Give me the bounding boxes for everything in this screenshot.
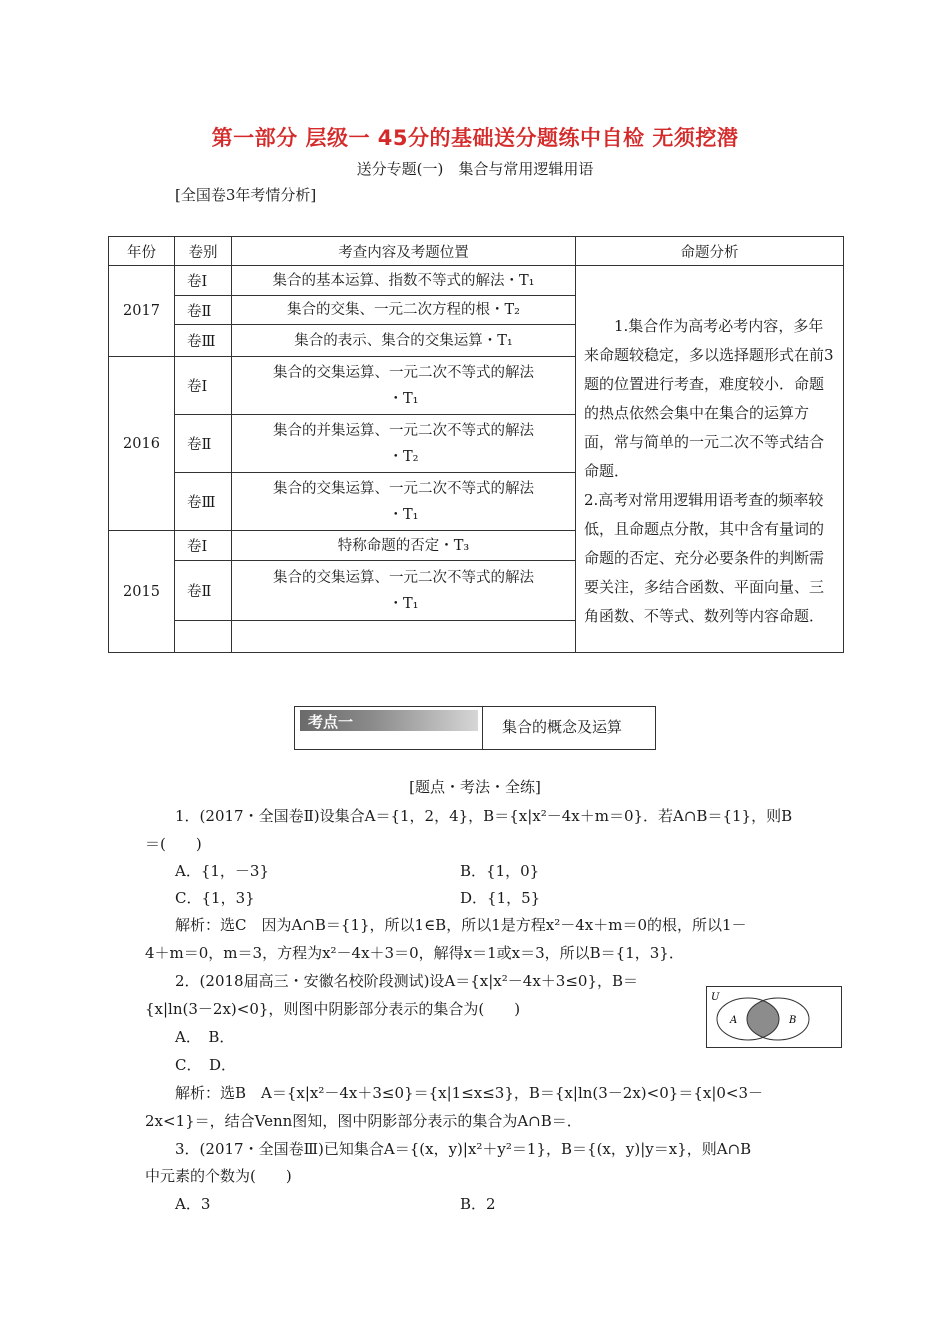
option-b: B．2 [460, 1195, 496, 1213]
option-a: A．{1，－3} [175, 862, 270, 880]
paper-cell: 卷Ⅱ [175, 561, 232, 621]
section-title: 集合的概念及运算 [502, 718, 623, 736]
year-cell: 2016 [109, 357, 175, 531]
option-a: A．3 [175, 1195, 211, 1213]
paper-cell: 卷Ⅰ [175, 266, 232, 296]
paper-cell: 卷Ⅲ [175, 325, 232, 357]
analysis-label: [全国卷3年考情分析] [175, 186, 317, 204]
paper-cell: 卷Ⅱ [175, 296, 232, 325]
paper-cell: 卷Ⅲ [175, 473, 232, 531]
option-c: C．{1，3} [175, 889, 255, 907]
section-subhead: [题点・考法・全练] [409, 778, 541, 796]
solution-text: 解析：选B A＝{x|x²－4x＋3≤0}＝{x|1≤x≤3}，B＝{x|ln(3－2x)<0}＝{x|0<3－ [175, 1084, 764, 1102]
table-header-row [109, 237, 844, 266]
problem-text: 3．(2017・全国卷Ⅲ)已知集合A＝{(x，y)|x²＋y²＝1}，B＝{(x，y)|y＝x}，则A∩B [175, 1140, 752, 1158]
analysis-cell [576, 266, 844, 653]
section-tag [300, 710, 478, 731]
content-cell: 集合的表示、集合的交集运算・T₁ [232, 325, 576, 357]
analysis-paragraph: 1.集合作为高考必考内容，多年来命题较稳定，多以选择题形式在前3题的位置进行考查，难度较小．命题的热点依然会集中在集合的运算方面，常与简单的一元二次不等式结合命题． [584, 317, 834, 480]
header-analysis: 命题分析 [576, 237, 844, 266]
content-cell: 集合的交集运算、一元二次不等式的解法 ・T₁ [232, 473, 576, 531]
header-paper: 卷别 [175, 237, 232, 266]
empty-cell [232, 621, 576, 653]
content-cell: 集合的交集、一元二次方程的根・T₂ [232, 296, 576, 325]
venn-diagram [706, 986, 842, 1048]
header-content: 考查内容及考题位置 [232, 237, 576, 266]
section-tag-label: 考点一 [308, 713, 354, 731]
year-cell: 2015 [109, 531, 175, 653]
content-cell: 集合的基本运算、指数不等式的解法・T₁ [232, 266, 576, 296]
option-b: B．{1，0} [460, 862, 540, 880]
analysis-paragraph: 2.高考对常用逻辑用语考查的频率较低，且命题点分散，其中含有量词的命题的否定、充分必要条件的判断需要关注，多结合函数、平面向量、三角函数、不等式、数列等内容命题． [584, 491, 825, 625]
option-d: D．{1，5} [460, 889, 541, 907]
venn-label-u: U [711, 992, 720, 1003]
year-cell: 2017 [109, 266, 175, 357]
venn-label-b: B [789, 1015, 797, 1026]
table-row [109, 266, 844, 296]
section-divider [482, 707, 483, 749]
solution-text: 2x<1}＝，结合Venn图知，图中阴影部分表示的集合为A∩B＝． [145, 1112, 582, 1130]
page-title: 第一部分 层级一 45分的基础送分题练中自检 无须挖潜 [211, 126, 739, 150]
content-cell: 特称命题的否定・T₃ [232, 531, 576, 561]
paper-cell: 卷Ⅱ [175, 415, 232, 473]
paper-cell: 卷Ⅰ [175, 531, 232, 561]
page-subtitle: 送分专题(一) 集合与常用逻辑用语 [356, 160, 594, 178]
problem-text: 中元素的个数为( ) [145, 1167, 292, 1185]
venn-label-a: A [730, 1015, 738, 1026]
exam-analysis-table [108, 236, 844, 653]
options-ab: A． B． [175, 1028, 235, 1046]
solution-text: 解析：选C 因为A∩B＝{1}，所以1∈B，所以1是方程x²－4x＋m＝0的根，所以1－ [175, 916, 747, 934]
content-cell: 集合的并集运算、一元二次不等式的解法 ・T₂ [232, 415, 576, 473]
section-header-box [294, 706, 656, 750]
options-cd: C． D． [175, 1056, 237, 1074]
problem-text: 2．(2018届高三・安徽名校阶段测试)设A＝{x|x²－4x＋3≤0}，B＝ [175, 972, 639, 990]
empty-cell [175, 621, 232, 653]
header-year: 年份 [109, 237, 175, 266]
problem-text: 1．(2017・全国卷Ⅱ)设集合A＝{1，2，4}，B＝{x|x²－4x＋m＝0}．若A∩B＝{1}，则B [175, 807, 793, 825]
solution-text: 4＋m＝0，m＝3，方程为x²－4x＋3＝0，解得x＝1或x＝3，所以B＝{1，3}． [145, 944, 684, 962]
paper-cell: 卷Ⅰ [175, 357, 232, 415]
problem-text: ＝( ) [145, 835, 202, 853]
content-cell: 集合的交集运算、一元二次不等式的解法 ・T₁ [232, 561, 576, 621]
content-cell: 集合的交集运算、一元二次不等式的解法 ・T₁ [232, 357, 576, 415]
problem-text: {x|ln(3－2x)<0}，则图中阴影部分表示的集合为( ) [145, 1000, 521, 1018]
